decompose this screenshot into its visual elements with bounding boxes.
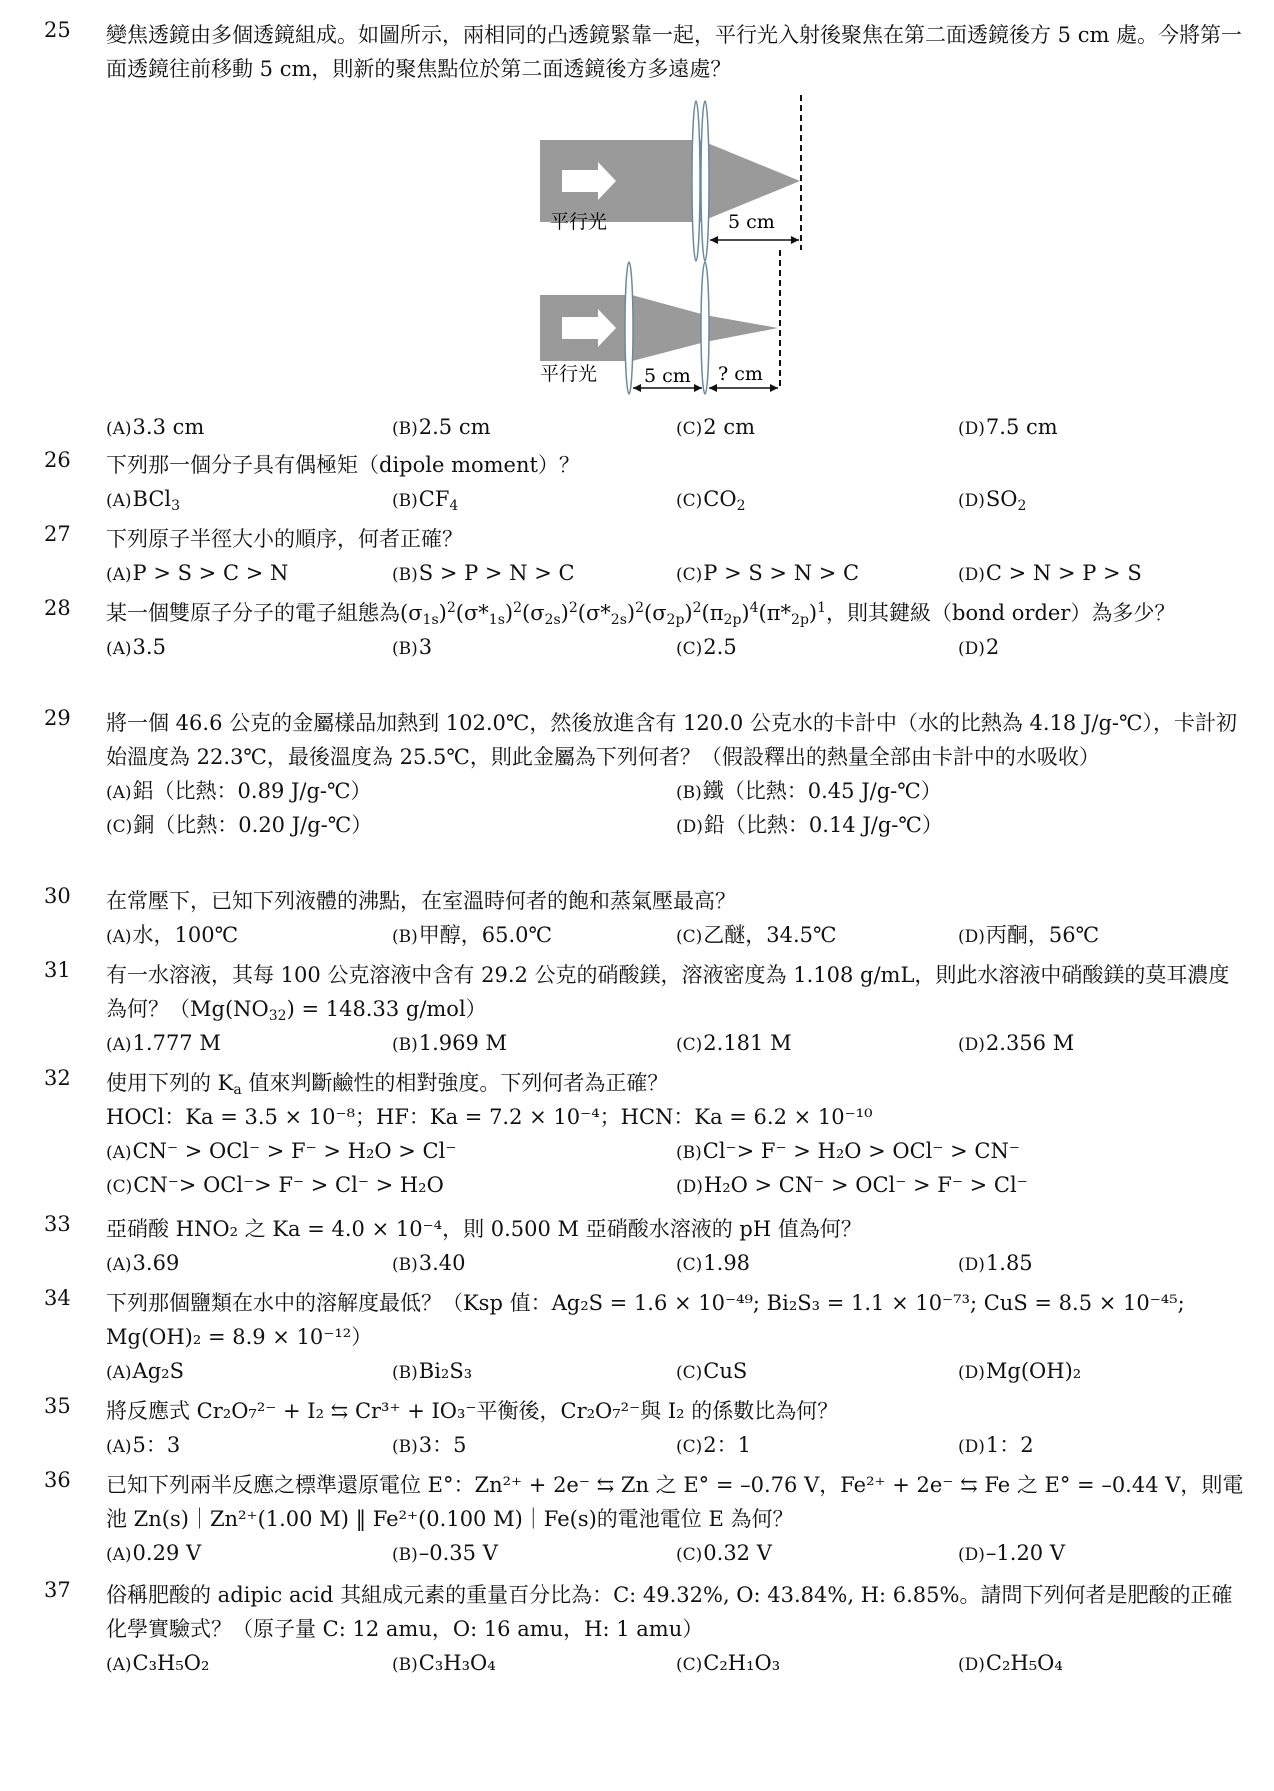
option-a[interactable]: (A)水，100℃ — [106, 923, 239, 947]
question-number: 29 — [44, 706, 71, 730]
question-number: 33 — [44, 1212, 71, 1236]
option-a[interactable]: (A)Ag₂S — [106, 1359, 184, 1383]
lens-1 — [625, 262, 633, 394]
option-a[interactable]: (A)3.3 cm — [106, 415, 205, 439]
option-c[interactable]: (C)銅（比熱：0.20 J/g-℃） — [106, 813, 373, 837]
question-33 — [44, 1212, 1244, 1280]
option-c[interactable]: (C)2 cm — [676, 415, 755, 439]
question-number: 30 — [44, 884, 71, 908]
question-text: 下列原子半徑大小的順序，何者正確？ — [106, 527, 463, 551]
option-c[interactable]: (C)2.181 M — [676, 1031, 792, 1055]
option-b[interactable]: (B)3 — [392, 635, 433, 659]
option-a[interactable]: (A)0.29 V — [106, 1541, 202, 1565]
question-text: 下列那個鹽類在水中的溶解度最低？（Ksp 值：Ag₂S = 1.6 × 10⁻⁴⁹; Bi₂S₃ = 1.1 × 10⁻⁷³; CuS = 8.5 × 10⁻⁴⁵; Mg(OH)₂ = 8.9 × 10⁻¹²） — [106, 1291, 1185, 1349]
question-32 — [44, 1066, 1244, 1202]
question-text: 某一個雙原子分子的電子組態為$(\sigma_{1s})^2(\sigma*_{1s})^2(\sigma_{2s})^2(\sigma*_{2s})^2(\sigma_{2p})^2(\pi_{2p})^4(\pi*_{2p})^1$，則其鍵級（bond order）為多少？ — [106, 600, 1176, 628]
option-c[interactable]: $(C)CO_2$ — [676, 487, 746, 514]
question-25-options — [44, 410, 1244, 444]
option-b[interactable]: (B)Bi₂S₃ — [392, 1359, 473, 1383]
question-text: 在常壓下，已知下列液體的沸點，在室溫時何者的飽和蒸氣壓最高？ — [106, 889, 736, 913]
question-text: 已知下列兩半反應之標準還原電位 E°：Zn²⁺ + 2e⁻ ⇆ Zn 之 E° = –0.76 V，Fe²⁺ + 2e⁻ ⇆ Fe 之 E° = –0.44 V，則電池 Zn(s)｜Zn²⁺(1.00 M) ‖ Fe²⁺(0.100 M)｜Fe(s)的電池電位 E 為何？ — [106, 1473, 1244, 1531]
option-b[interactable]: (B)1.969 M — [392, 1031, 508, 1055]
question-31 — [44, 958, 1244, 1060]
option-a[interactable]: (A)CN⁻ > OCl⁻ > F⁻ > H₂O > Cl⁻ — [106, 1139, 457, 1163]
option-b[interactable]: (B)S > P > N > C — [392, 561, 575, 585]
option-c[interactable]: (C)1.98 — [676, 1251, 751, 1275]
option-b[interactable]: (B)C₃H₃O₄ — [392, 1651, 496, 1675]
option-c[interactable]: (C)C₂H₁O₃ — [676, 1651, 781, 1675]
question-36 — [44, 1468, 1244, 1570]
option-b[interactable]: (B)2.5 cm — [392, 415, 491, 439]
option-b[interactable]: (B)3.40 — [392, 1251, 466, 1275]
option-d[interactable]: (D)–1.20 V — [958, 1541, 1066, 1565]
option-d[interactable]: (D)Mg(OH)₂ — [958, 1359, 1082, 1383]
option-c[interactable]: (C)2.5 — [676, 635, 737, 659]
lens-diagram — [540, 90, 820, 400]
option-d[interactable]: (D)鉛（比熱：0.14 J/g-℃） — [676, 813, 943, 837]
distance-label: 5 cm — [644, 365, 691, 387]
option-a[interactable]: (A)5：3 — [106, 1433, 181, 1457]
question-text: 有一水溶液，其每 100 公克溶液中含有 29.2 公克的硝酸鎂，溶液密度為 1.108 g/mL，則此水溶液中硝酸鎂的莫耳濃度為何？（$Mg(NO_{32}) = 148.33$ g/mol） — [106, 963, 1230, 1024]
question-text: 將一個 46.6 公克的金屬樣品加熱到 102.0℃，然後放進含有 120.0 公克水的卡計中（水的比熱為 4.18 J/g-℃），卡計初始溫度為 22.3℃，最後溫度為 25.5℃，則此金屬為下列何者？（假設釋出的熱量全部由卡計中的水吸收） — [106, 711, 1237, 769]
option-d[interactable]: (D)2 — [958, 635, 1000, 659]
option-b[interactable]: (B)–0.35 V — [392, 1541, 498, 1565]
option-a[interactable]: (A)3.69 — [106, 1251, 180, 1275]
option-d[interactable]: (D)H₂O > CN⁻ > OCl⁻ > F⁻ > Cl⁻ — [676, 1173, 1028, 1197]
unknown-distance-label: ? cm — [718, 363, 763, 385]
option-b[interactable]: $(B)CF_4$ — [392, 487, 459, 514]
question-26 — [44, 448, 1244, 516]
option-c[interactable]: (C)CuS — [676, 1359, 748, 1383]
option-d[interactable]: (D)C > N > P > S — [958, 561, 1142, 585]
question-number: 34 — [44, 1286, 71, 1310]
question-25 — [44, 18, 1244, 86]
option-a[interactable]: (A)BCl$_3$ — [106, 487, 181, 514]
question-text: 俗稱肥酸的 adipic acid 其組成元素的重量百分比為：C: 49.32%, O: 43.84%, H: 6.85%。請問下列何者是肥酸的正確化學實驗式？（原子量 C: 12 amu，O: 16 amu，H: 1 amu） — [106, 1583, 1233, 1641]
question-30 — [44, 884, 1244, 952]
option-d[interactable]: (D)2.356 M — [958, 1031, 1075, 1055]
option-c[interactable]: (C)乙醚，34.5℃ — [676, 923, 837, 947]
lens-2 — [701, 262, 709, 394]
option-b[interactable]: (B)Cl⁻> F⁻ > H₂O > OCl⁻ > CN⁻ — [676, 1139, 1020, 1163]
question-number: 28 — [44, 596, 71, 620]
question-37 — [44, 1578, 1244, 1680]
option-d[interactable]: (D)7.5 cm — [958, 415, 1058, 439]
question-text: 下列那一個分子具有偶極矩（dipole moment）？ — [106, 453, 580, 477]
question-number: 32 — [44, 1066, 71, 1090]
option-a[interactable]: (A)P > S > C > N — [106, 561, 289, 585]
question-34 — [44, 1286, 1244, 1388]
option-b[interactable]: (B)鐵（比熱：0.45 J/g-℃） — [676, 779, 942, 803]
question-29 — [44, 706, 1244, 842]
ka-values: HOCl：Ka = 3.5 × 10⁻⁸；HF：Ka = 7.2 × 10⁻⁴；HCN：Ka = 6.2 × 10⁻¹⁰ — [106, 1105, 873, 1129]
option-b[interactable]: (B)甲醇，65.0℃ — [392, 923, 553, 947]
question-text: 變焦透鏡由多個透鏡組成。如圖所示，兩相同的凸透鏡緊靠一起，平行光入射後聚焦在第二面透鏡後方 5 cm 處。今將第一面透鏡往前移動 5 cm，則新的聚焦點位於第二面透鏡後方多遠處？ — [106, 23, 1243, 81]
question-27 — [44, 522, 1244, 590]
lens-1 — [692, 101, 700, 261]
question-35 — [44, 1394, 1244, 1462]
option-d[interactable]: (D)丙酮，56℃ — [958, 923, 1100, 947]
question-number: 25 — [44, 18, 71, 42]
option-c[interactable]: (C)CN⁻> OCl⁻> F⁻ > Cl⁻ > H₂O — [106, 1173, 444, 1197]
option-a[interactable]: (A)C₃H₅O₂ — [106, 1651, 210, 1675]
question-number: 35 — [44, 1394, 71, 1418]
parallel-light-label: 平行光 — [540, 363, 598, 385]
question-text: 將反應式 Cr₂O₇²⁻ + I₂ ⇆ Cr³⁺ + IO₃⁻平衡後，Cr₂O₇²⁻與 I₂ 的係數比為何？ — [106, 1399, 839, 1423]
option-d[interactable]: (D)C₂H₅O₄ — [958, 1651, 1063, 1675]
question-number: 31 — [44, 958, 71, 982]
option-c[interactable]: (C)P > S > N > C — [676, 561, 860, 585]
question-number: 36 — [44, 1468, 71, 1492]
question-28 — [44, 596, 1244, 664]
option-c[interactable]: (C)0.32 V — [676, 1541, 772, 1565]
option-c[interactable]: (C)2：1 — [676, 1433, 752, 1457]
parallel-light-label: 平行光 — [550, 211, 608, 233]
question-number: 27 — [44, 522, 71, 546]
question-text: 亞硝酸 HNO₂ 之 Ka = 4.0 × 10⁻⁴，則 0.500 M 亞硝酸水溶液的 pH 值為何？ — [106, 1217, 862, 1241]
lens-2 — [701, 101, 709, 261]
option-d[interactable]: (D)1：2 — [958, 1433, 1034, 1457]
option-d[interactable]: $(D)SO_2$ — [958, 487, 1027, 514]
question-number: 37 — [44, 1578, 71, 1602]
option-a[interactable]: (A)鋁（比熱：0.89 J/g-℃） — [106, 779, 372, 803]
question-text: 使用下列的 $K_a$ 值來判斷鹼性的相對強度。下列何者為正確？ — [106, 1071, 669, 1098]
option-b[interactable]: (B)3：5 — [392, 1433, 467, 1457]
option-a[interactable]: (A)1.777 M — [106, 1031, 221, 1055]
distance-label: 5 cm — [728, 211, 775, 233]
question-number: 26 — [44, 448, 71, 472]
option-a[interactable]: (A)3.5 — [106, 635, 166, 659]
lens-diagram-svg — [540, 90, 820, 400]
option-d[interactable]: (D)1.85 — [958, 1251, 1033, 1275]
